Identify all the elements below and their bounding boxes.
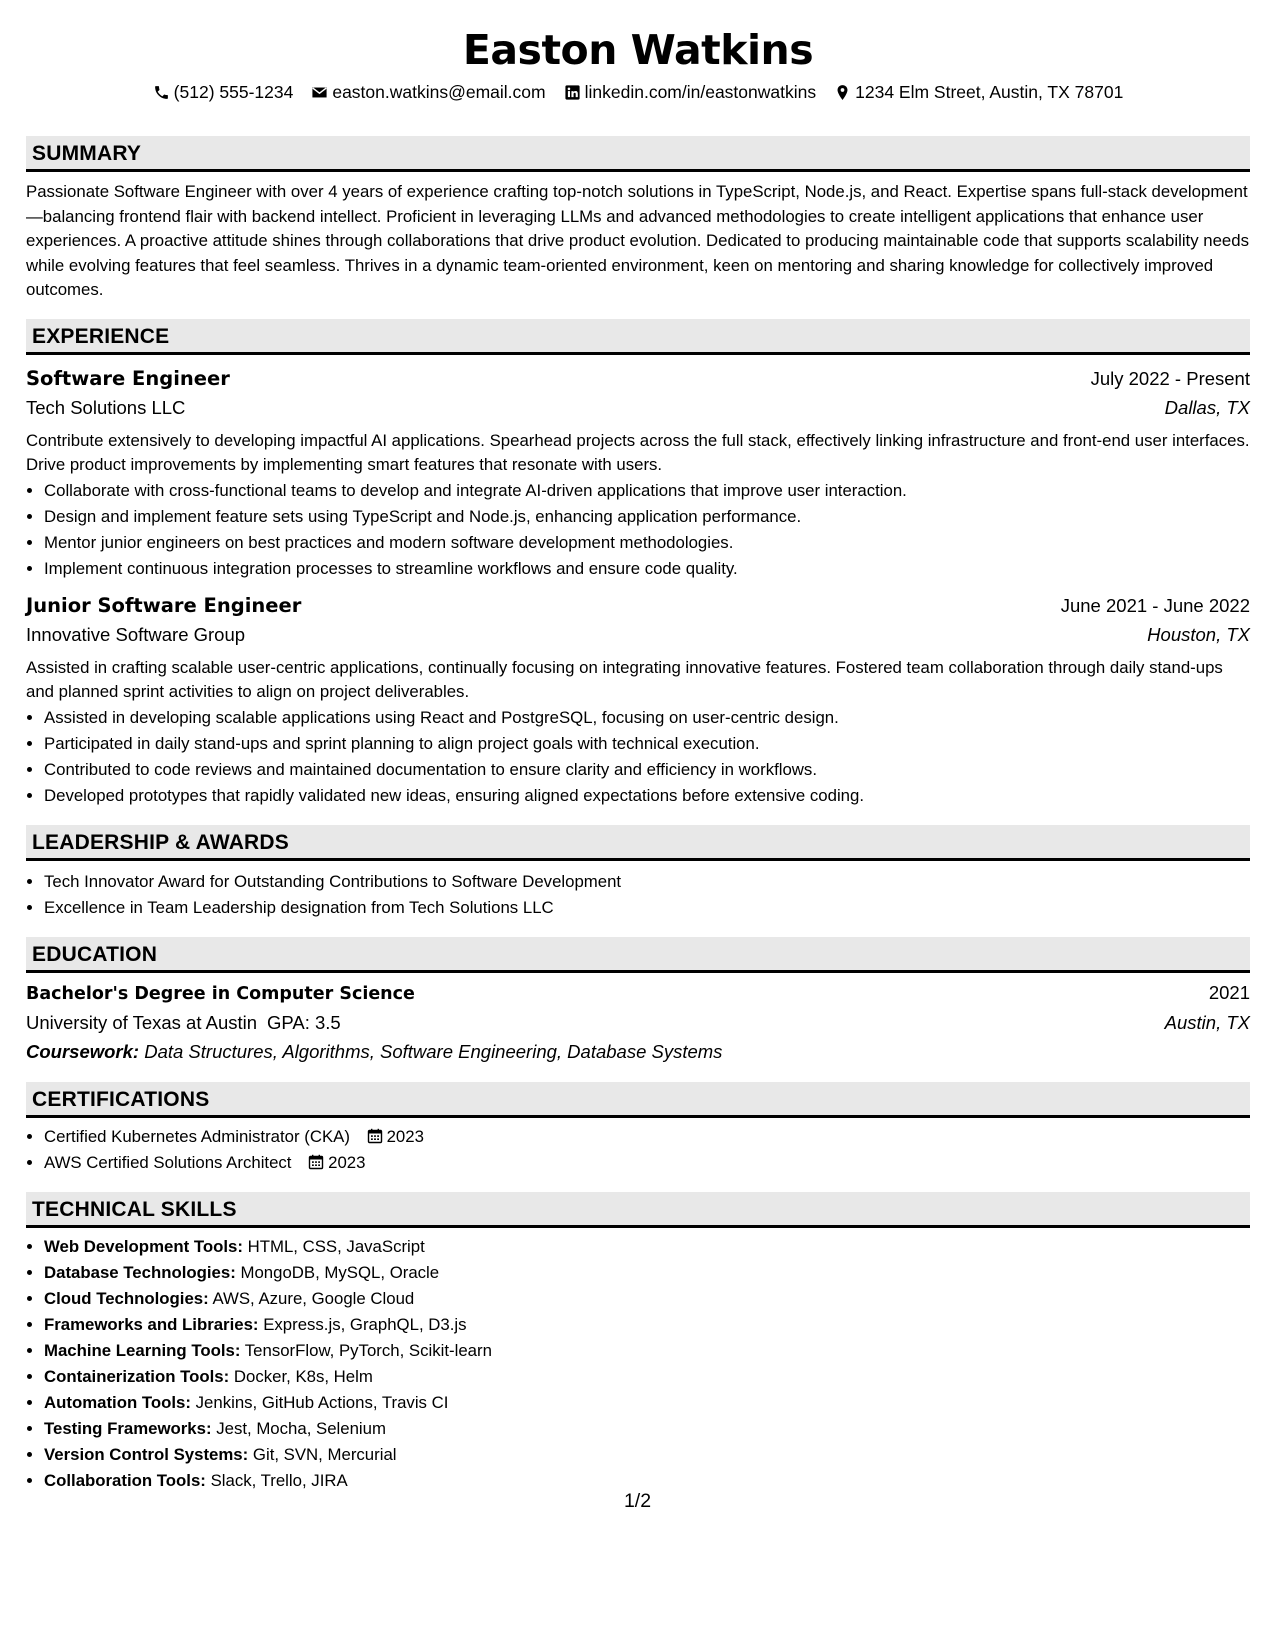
skill-item [44,1442,1250,1468]
award-item: • Tech Innovator Award for Outstanding Contributions to Software Development [44,869,1250,895]
calendar-icon [367,1128,383,1144]
skill-item [44,1260,1250,1286]
coursework [26,1038,1250,1066]
job-description: Assisted in crafting scalable user-centric applications, continually focusing on integrating innovative features. Fostered team collaboration through daily stand-ups and planned sprint activities to align on project deliverables. [26,657,1223,701]
skill-label: Automation Tools: [44,1392,191,1412]
education-entry [26,979,1250,1066]
school-name: University of Texas at Austin [26,1011,258,1033]
gpa: GPA: 3.5 [267,1011,341,1033]
job-bullet: • Implement continuous integration processes to streamline workflows and ensure code quality. [44,556,1250,582]
skill-value: HTML, CSS, JavaScript [247,1236,425,1256]
contact-linkedin[interactable] [564,82,817,103]
certification-year: 2023 [328,1152,366,1172]
job-bullets [26,478,1250,582]
skill-value: MongoDB, MySQL, Oracle [240,1262,440,1282]
skill-value: Slack, Trello, JIRA [210,1470,348,1490]
skill-label: Cloud Technologies: [44,1288,209,1308]
job-bullet: • Developed prototypes that rapidly validated new ideas, ensuring aligned expectations before extensive coding. [44,783,1250,809]
skill-label: Collaboration Tools: [44,1470,206,1490]
job-dates: June 2021 - June 2022 [1060,594,1250,616]
section-heading-skills: TECHNICAL SKILLS [26,1192,1250,1228]
contact-bar [26,80,1250,104]
section-heading-experience: EXPERIENCE [26,319,1250,355]
summary-section [26,136,1250,303]
graduation-year: 2021 [1208,981,1250,1003]
job-dates: July 2022 - Present [1090,367,1250,389]
leadership-section [26,825,1250,921]
job-title: Junior Software Engineer [26,593,302,617]
job-bullet: • Design and implement feature sets using TypeScript and Node.js, enhancing application performance. [44,504,1250,530]
job-location: Dallas, TX [1164,396,1250,418]
job-bullet: • Contributed to code reviews and maintained documentation to ensure clarity and efficiency in workflows. [44,757,1250,783]
linkedin-icon [564,84,581,101]
job-bullet: • Mentor junior engineers on best practices and modern software development methodologies. [44,530,1250,556]
resume-page [26,0,1250,1494]
skill-item [44,1416,1250,1442]
coursework-label: Coursework: [26,1040,140,1062]
job-bullet: • Assisted in developing scalable applications using React and PostgreSQL, focusing on user-centric design. [44,705,1250,731]
certification-list [26,1124,1250,1176]
email-text[interactable]: easton.watkins@email.com [332,81,546,102]
job-entry [26,592,1250,809]
certification-name: Certified Kubernetes Administrator (CKA) [44,1126,350,1146]
section-heading-summary: SUMMARY [26,136,1250,172]
job-location: Houston, TX [1147,623,1250,645]
school-location: Austin, TX [1164,1011,1250,1033]
award-item: • Excellence in Team Leadership designation from Tech Solutions LLC [44,895,1250,921]
job-company: Tech Solutions LLC [26,396,186,418]
skills-list [26,1234,1250,1494]
linkedin-text[interactable]: linkedin.com/in/eastonwatkins [584,81,817,102]
phone-text: (512) 555-1234 [173,81,294,102]
skill-value: AWS, Azure, Google Cloud [212,1288,415,1308]
skill-item [44,1286,1250,1312]
contact-phone [153,82,294,103]
section-heading-education: EDUCATION [26,937,1250,973]
certification-item [44,1150,1250,1176]
coursework-list: Data Structures, Algorithms, Software Engineering, Database Systems [144,1040,723,1062]
skill-label: Frameworks and Libraries: [44,1314,259,1334]
job-entry [26,365,1250,582]
skill-label: Version Control Systems: [44,1444,249,1464]
skill-item [44,1364,1250,1390]
skills-section [26,1192,1250,1494]
skill-label: Testing Frameworks: [44,1418,212,1438]
map-pin-icon [834,84,851,101]
skill-item [44,1234,1250,1260]
skill-value: Jest, Mocha, Selenium [216,1418,386,1438]
section-heading-certifications: CERTIFICATIONS [26,1082,1250,1118]
skill-item [44,1338,1250,1364]
degree-title: Bachelor's Degree in Computer Science [26,983,415,1004]
job-bullets [26,705,1250,809]
skill-label: Database Technologies: [44,1262,236,1282]
certification-year: 2023 [386,1126,424,1146]
skill-value: Express.js, GraphQL, D3.js [263,1314,467,1334]
job-title: Software Engineer [26,366,230,390]
envelope-icon [311,84,328,101]
skill-item [44,1390,1250,1416]
experience-section [26,319,1250,809]
certification-item [44,1124,1250,1150]
award-list [26,869,1250,921]
certifications-section [26,1082,1250,1176]
certification-name: AWS Certified Solutions Architect [44,1152,292,1172]
candidate-name: Easton Watkins [462,26,814,74]
job-company: Innovative Software Group [26,623,246,645]
school-line [26,1008,341,1038]
section-heading-leadership: LEADERSHIP & AWARDS [26,825,1250,861]
skill-value: TensorFlow, PyTorch, Scikit-learn [244,1340,492,1360]
job-bullet: • Participated in daily stand-ups and sprint planning to align project goals with technical execution. [44,731,1250,757]
address-text: 1234 Elm Street, Austin, TX 78701 [855,81,1124,102]
calendar-icon [308,1154,324,1170]
contact-address [834,82,1123,103]
education-section [26,937,1250,1066]
contact-email[interactable] [311,82,545,103]
skill-value: Git, SVN, Mercurial [252,1444,397,1464]
job-bullet: • Collaborate with cross-functional teams to develop and integrate AI-driven applications that improve user interaction. [44,478,1250,504]
skill-value: Docker, K8s, Helm [233,1366,373,1386]
page-indicator: 1/2 [623,1490,652,1512]
job-description: Contribute extensively to developing impactful AI applications. Spearhead projects across the full stack, effectively linking infrastructure and front-end user interfaces. Drive product improvements by implementing smart features that resonate with users. [26,430,1250,474]
phone-icon [153,84,170,101]
summary-text: Passionate Software Engineer with over 4 years of experience crafting top-notch solutions in TypeScript, Node.js, and React. Expertise spans full-stack development—balancing frontend flair with backend intellect. Proficient in leveraging LLMs and advanced methodologies to create intelligent applications that enhance user experiences. A proactive attitude shines through collaborations that drive product evolution. Dedicated to producing maintainable code that supports scalability needs while evolving features that feel seamless. Thrives in a dynamic team-oriented environment, keen on mentoring and sharing knowledge for collectively improved outcomes. [26,182,1249,299]
skill-item [44,1312,1250,1338]
skill-value: Jenkins, GitHub Actions, Travis CI [195,1392,449,1412]
skill-label: Machine Learning Tools: [44,1340,241,1360]
skill-label: Containerization Tools: [44,1366,230,1386]
skill-label: Web Development Tools: [44,1236,243,1256]
